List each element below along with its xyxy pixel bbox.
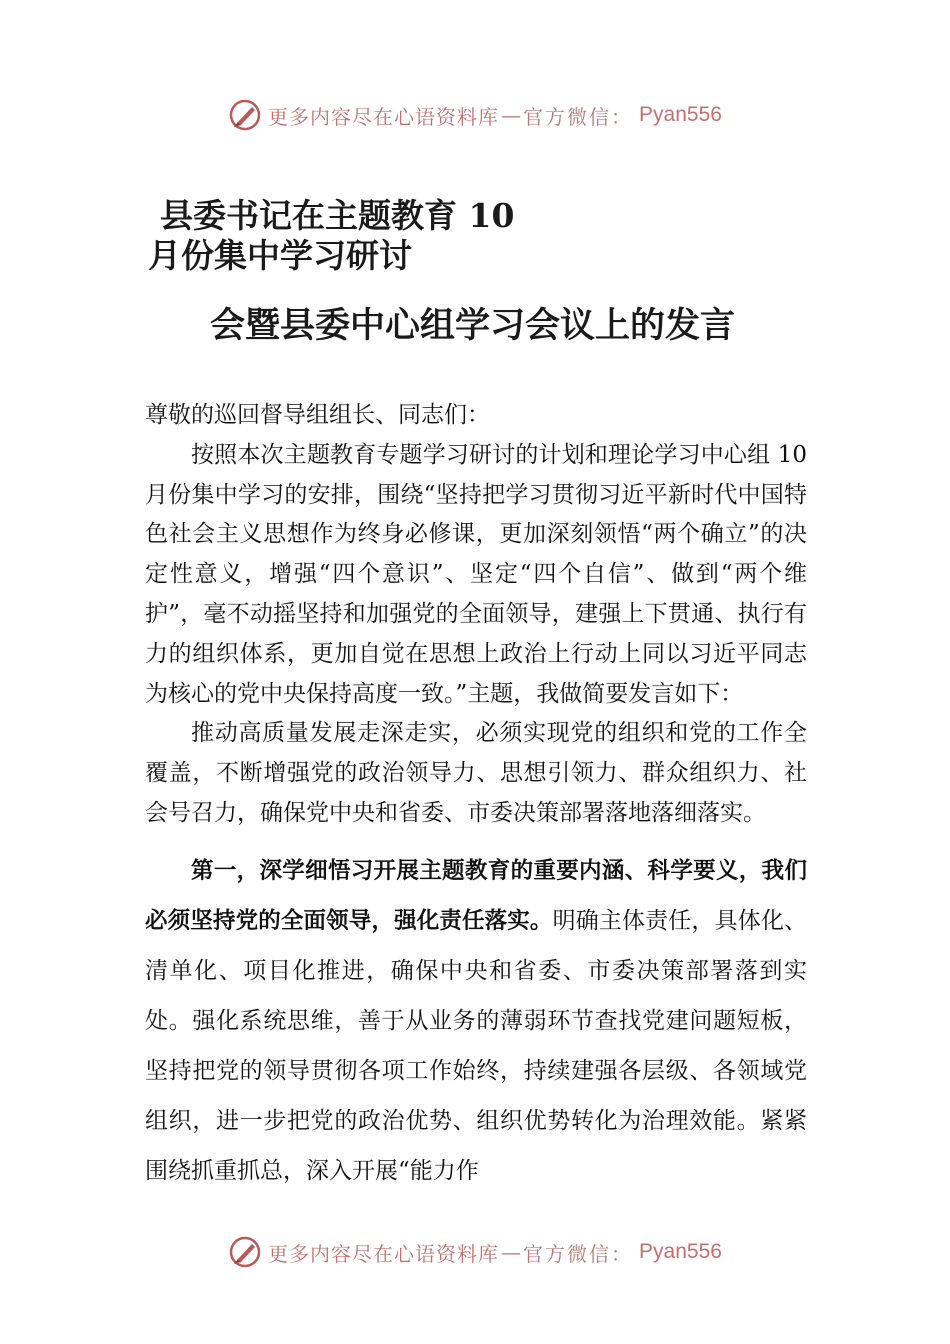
header-watermark-banner xyxy=(0,95,950,135)
salutation: 尊敬的巡回督导组组长、同志们： xyxy=(145,402,490,428)
paragraph-intro: 按照本次主题教育专题学习研讨的计划和理论学习中心组 10 月份集中学习的安排，围绕“坚持把学习贯彻习近平新时代中国特色社会主义思想作为终身必修课，更加深刻领悟“两个确立”的决定性意义，增强“四个意识”、坚定“四个自信”、做到“两个维护”，毫不动摇坚持和加强党的全面领导，建强上下贯通、执行有力的组织体系，更加自觉在思想上政治上行动上同以习近平同志为核心的党中央保持高度一致。”主题，我做简要发言如下： xyxy=(145,441,807,707)
banner-text: 更多内容尽在心语资料库 xyxy=(268,104,500,129)
footer-watermark-banner xyxy=(0,1232,950,1272)
banner-wechat-label: 官方微信： xyxy=(523,1241,634,1266)
document-title-line-3: 会暨县委中心组学习会议上的发言 xyxy=(210,305,736,346)
banner-separator: — xyxy=(501,103,522,127)
document-body xyxy=(145,396,807,1196)
paragraph-overview: 推动高质量发展走深走实，必须实现党的组织和党的工作全覆盖，不断增强党的政治领导力、思想引领力、群众组织力、社会号召力，确保党中央和省委、市委决策部署落地落细落实。 xyxy=(145,720,807,826)
pen-logo-icon xyxy=(228,98,262,132)
point-one-heading: 第一，深学细悟习开展主题教育的重要内涵、科学要义，我们必须坚持党的全面领导，强化责任落实。 xyxy=(145,857,807,934)
banner-wechat-id: Pyan556 xyxy=(639,1240,722,1263)
document-title-line-1: 县委书记在主题教育 10 xyxy=(160,196,515,235)
document-title-line-2: 月份集中学习研讨 xyxy=(148,236,412,275)
banner-separator: — xyxy=(501,1240,522,1264)
paragraph-point-one xyxy=(145,846,807,1196)
banner-wechat-id: Pyan556 xyxy=(639,103,722,126)
banner-text: 更多内容尽在心语资料库 xyxy=(268,1241,500,1266)
banner-wechat-label: 官方微信： xyxy=(523,104,634,129)
point-one-body: 明确主体责任，具体化、清单化、项目化推进，确保中央和省委、市委决策部署落到实处。强化系统思维，善于从业务的薄弱环节查找党建问题短板，坚持把党的领导贯彻各项工作始终，持续建强各层级、各领域党组织，进一步把党的政治优势、组织优势转化为治理效能。紧紧围绕抓重抓总，深入开展“能力作 xyxy=(145,907,807,1184)
pen-logo-icon xyxy=(228,1235,262,1269)
